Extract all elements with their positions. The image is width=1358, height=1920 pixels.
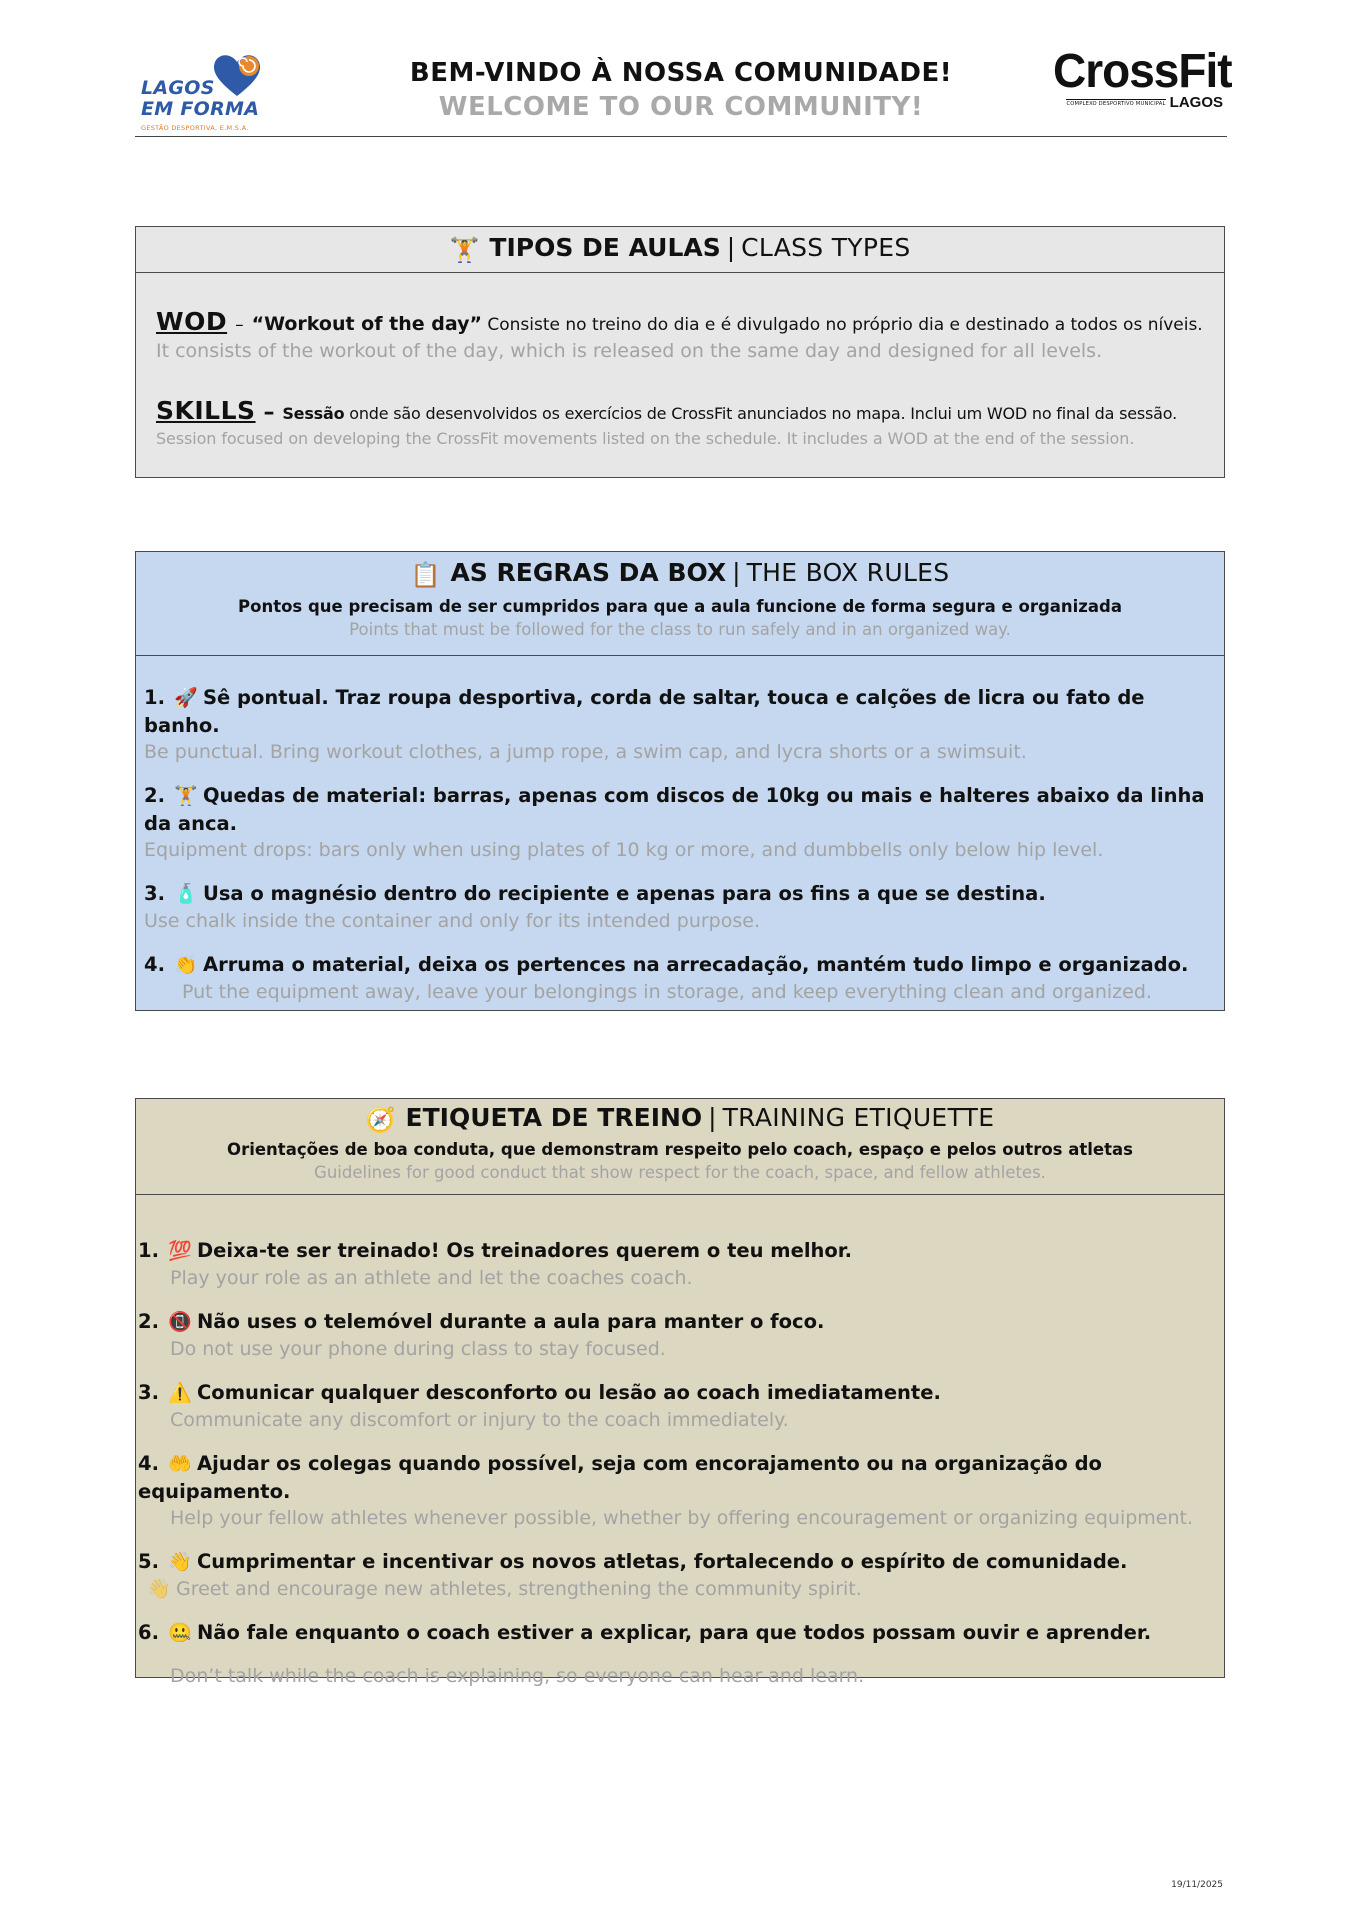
item-text-pt: Ajudar os colegas quando possível, seja com encorajamento ou na organização do equipamento. [138,1452,1102,1503]
weightlifter-icon: 🏋️ [174,785,198,807]
item-number: 4. [144,953,165,976]
list-item [144,880,1224,935]
item-text-pt: Não fale enquanto o coach estiver a explicar, para que todos possam ouvir e aprender. [196,1621,1152,1644]
compass-icon: 🧭 [365,1106,396,1134]
list-item [138,1237,1224,1292]
item-text-en: Equipment drops: bars only when using plates of 10 kg or more, and dumbbells only below hip level. [144,839,1104,861]
skills-text-pt: onde são desenvolvidos os exercícios de CrossFit anunciados no mapa. Inclui um WOD no final da sessão. [344,404,1177,423]
title-separator: | [708,1103,717,1132]
etiquette-title-pt: ETIQUETA DE TREINO [405,1103,703,1132]
item-text-pt: Não uses o telemóvel durante a aula para manter o foco. [196,1310,825,1333]
item-text-en: Communicate any discomfort or injury to the coach immediately. [170,1409,789,1431]
lotion-bottle-icon: 🧴 [174,883,198,905]
box-rules-list [136,656,1224,1006]
item-text-en: Use chalk inside the container and only for its intended purpose. [144,910,760,932]
list-item [138,1548,1224,1603]
skills-dash: – [263,400,275,425]
wod-text-en: It consists of the workout of the day, which is released on the same day and designed for all levels. [156,340,1103,362]
item-number: 3. [144,882,165,905]
item-text-pt: Usa o magnésio dentro do recipiente e apenas para os fins a que se destina. [202,882,1046,905]
wod-text-pt: Consiste no treino do dia e é divulgado no próprio dia e destinado a todos os níveis. [481,315,1203,335]
waving-hand-icon: 👋 [168,1551,192,1573]
clapping-hands-icon: 👏 [174,954,198,976]
logo-line1: LAGOS [141,77,215,99]
title-en: WELCOME TO OUR COMMUNITY! [438,92,924,122]
crossfit-subtitle: COMPLEXO DESPORTIVO MUNICIPAL [1066,100,1166,107]
etiquette-title-en: TRAINING ETIQUETTE [722,1103,995,1132]
class-types-title-pt: TIPOS DE AULAS [489,233,721,262]
item-text-pt: Comunicar qualquer desconforto ou lesão ao coach imediatamente. [196,1381,941,1404]
item-text-pt: Sê pontual. Traz roupa desportiva, corda de saltar, touca e calções de licra ou fato de banho. [144,686,1145,737]
crossfit-wordmark: CrossFit [1053,42,1232,98]
etiquette-subtitle-en: Guidelines for good conduct that show respect for the coach, space, and fellow athletes. [314,1163,1046,1182]
item-number: 6. [138,1621,159,1644]
clipboard-icon: 📋 [410,561,441,589]
item-number: 5. [138,1550,159,1573]
etiquette-list [136,1195,1224,1690]
logo-line2: EM FORMA [141,98,260,120]
title-separator: | [732,558,741,587]
class-types-section [135,226,1225,478]
item-text-pt: Deixa-te ser treinado! Os treinadores querem o teu melhor. [196,1239,853,1262]
wod-quote: “Workout of the day” [251,313,482,335]
item-number: 2. [144,784,165,807]
logo-subtitle: GESTÃO DESPORTIVA, E.M.S.A. [141,124,249,132]
training-etiquette-section [135,1098,1225,1687]
crossfit-city: LAGOS [1169,94,1223,111]
skills-text-en: Session focused on developing the CrossFit movements listed on the schedule. It includes a WOD at the end of the session. [156,429,1135,448]
class-types-title-en: CLASS TYPES [741,233,911,262]
item-text-en: Put the equipment away, leave your belongings in storage, and keep everything clean and organized. [182,981,1152,1003]
item-text-pt: Arruma o material, deixa os pertences na arrecadação, mantém tudo limpo e organizado. [202,953,1189,976]
item-number: 1. [138,1239,159,1262]
list-item [138,1450,1224,1532]
etiquette-subtitle-pt: Orientações de boa conduta, que demonstram respeito pelo coach, espaço e pelos outros atletas [227,1140,1133,1159]
item-text-en: Do not use your phone during class to stay focused. [170,1338,666,1360]
item-text-en: Don’t talk while the coach is explaining, so everyone can hear and learn. [170,1665,865,1687]
item-text-en: Play your role as an athlete and let the coaches coach. [170,1267,693,1289]
item-text-pt: Cumprimentar e incentivar os novos atletas, fortalecendo o espírito de comunidade. [196,1550,1128,1573]
item-number: 4. [138,1452,159,1475]
rocket-icon: 🚀 [174,687,198,709]
list-item [138,1619,1224,1690]
title-pt: BEM-VINDO À NOSSA COMUNIDADE! [409,58,953,88]
title-separator: | [726,233,736,262]
wod-description [156,307,1224,336]
box-rules-subtitle-en: Points that must be followed for the class to run safely and in an organized way. [349,620,1011,639]
skills-term: SKILLS [156,396,256,425]
box-rules-title-pt: AS REGRAS DA BOX [450,558,727,587]
box-rules-title-en: THE BOX RULES [746,558,950,587]
item-text-en [138,1576,1224,1603]
box-rules-subtitle-pt: Pontos que precisam de ser cumpridos para que a aula funcione de forma segura e organizada [238,597,1122,616]
hundred-points-icon: 💯 [168,1240,192,1262]
item-text-en-content: Greet and encourage new athletes, strengthening the community spirit. [176,1578,862,1600]
weightlifter-icon: 🏋️ [449,236,480,264]
skills-bold: Sessão [282,404,345,423]
wod-term: WOD [156,307,228,336]
class-types-header [136,227,1224,273]
zipper-mouth-icon: 🤐 [168,1622,192,1644]
item-text-en: Be punctual. Bring workout clothes, a jump rope, a swim cap, and lycra shorts or a swimsuit. [144,741,1027,763]
item-text-en: Help your fellow athletes whenever possible, whether by offering encouragement or organizing equipment. [170,1507,1194,1529]
no-phones-icon: 📵 [168,1311,192,1333]
list-item [144,684,1224,766]
box-rules-header [136,552,1224,656]
box-rules-section [135,551,1225,1011]
list-item [144,951,1224,1006]
document-date: 19/11/2025 [1171,1880,1223,1890]
waving-hand-icon: 👋 [147,1578,171,1600]
item-text-pt: Quedas de material: barras, apenas com discos de 10kg ou mais e halteres abaixo da linha da anca. [144,784,1205,835]
list-item [138,1379,1224,1434]
crossfit-lagos-logo [1053,42,1232,126]
page-header [135,40,1232,137]
item-number: 2. [138,1310,159,1333]
skills-description [156,396,1224,425]
item-number: 1. [144,686,165,709]
etiquette-header [136,1099,1224,1195]
warning-icon: ⚠️ [168,1382,192,1404]
list-item [138,1308,1224,1363]
list-item [144,782,1224,864]
item-number: 3. [138,1381,159,1404]
wod-dash: – [235,315,244,335]
palms-up-icon: 🤲 [168,1453,192,1475]
